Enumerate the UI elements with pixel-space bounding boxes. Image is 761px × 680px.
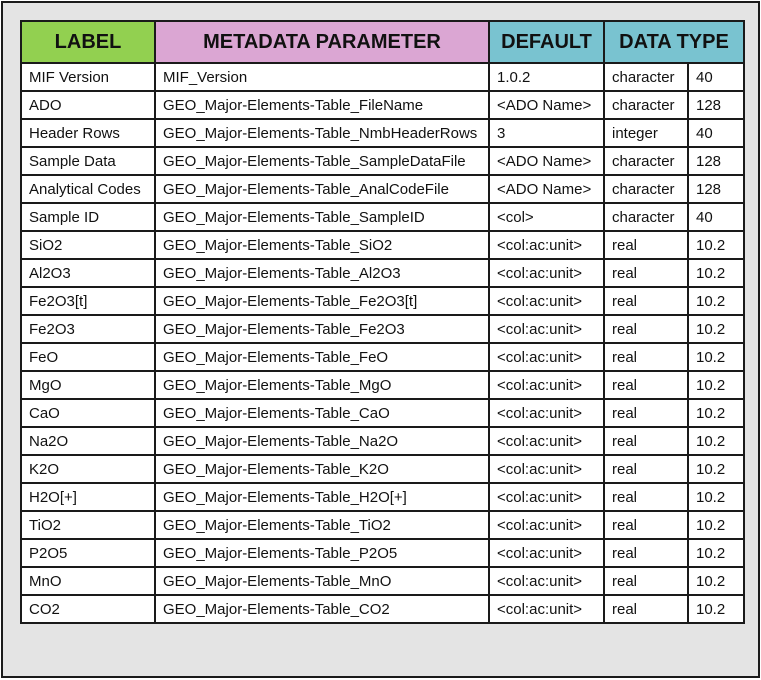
data-size-cell: 10.2 [688, 539, 744, 567]
label-cell: CO2 [21, 595, 155, 623]
parameter-cell: GEO_Major-Elements-Table_CO2 [155, 595, 489, 623]
data-size-cell: 10.2 [688, 595, 744, 623]
data-type-cell: real [604, 595, 688, 623]
data-size-cell: 10.2 [688, 315, 744, 343]
default-cell: <col:ac:unit> [489, 315, 604, 343]
data-type-cell: real [604, 315, 688, 343]
data-size-cell: 10.2 [688, 455, 744, 483]
label-cell: MgO [21, 371, 155, 399]
table-row [21, 371, 744, 399]
data-size-cell: 40 [688, 63, 744, 91]
table-row [21, 231, 744, 259]
data-size-cell: 10.2 [688, 231, 744, 259]
parameter-cell: GEO_Major-Elements-Table_MgO [155, 371, 489, 399]
default-cell: <col:ac:unit> [489, 371, 604, 399]
default-cell: <col:ac:unit> [489, 483, 604, 511]
data-type-cell: character [604, 91, 688, 119]
table-row [21, 427, 744, 455]
table-row [21, 511, 744, 539]
parameter-cell: GEO_Major-Elements-Table_AnalCodeFile [155, 175, 489, 203]
data-size-cell: 10.2 [688, 399, 744, 427]
table-row [21, 483, 744, 511]
metadata-parameter-column-header: METADATA PARAMETER [155, 21, 489, 63]
data-size-cell: 10.2 [688, 343, 744, 371]
label-cell: TiO2 [21, 511, 155, 539]
label-cell: SiO2 [21, 231, 155, 259]
table-body [21, 63, 744, 623]
data-size-cell: 40 [688, 203, 744, 231]
data-type-cell: character [604, 147, 688, 175]
metadata-table [20, 20, 745, 624]
default-cell: <col:ac:unit> [489, 539, 604, 567]
data-type-cell: real [604, 287, 688, 315]
data-size-cell: 10.2 [688, 287, 744, 315]
data-type-cell: real [604, 231, 688, 259]
data-size-cell: 10.2 [688, 371, 744, 399]
table-row [21, 315, 744, 343]
header-row [21, 21, 744, 63]
parameter-cell: GEO_Major-Elements-Table_K2O [155, 455, 489, 483]
parameter-cell: MIF_Version [155, 63, 489, 91]
label-cell: MnO [21, 567, 155, 595]
data-type-column-header: DATA TYPE [604, 21, 744, 63]
data-size-cell: 10.2 [688, 511, 744, 539]
parameter-cell: GEO_Major-Elements-Table_CaO [155, 399, 489, 427]
default-cell: <col:ac:unit> [489, 455, 604, 483]
label-cell: Header Rows [21, 119, 155, 147]
default-cell: <ADO Name> [489, 147, 604, 175]
data-size-cell: 40 [688, 119, 744, 147]
default-cell: <col:ac:unit> [489, 259, 604, 287]
data-type-cell: real [604, 539, 688, 567]
label-cell: MIF Version [21, 63, 155, 91]
data-type-cell: real [604, 567, 688, 595]
table-row [21, 91, 744, 119]
table-row [21, 539, 744, 567]
data-size-cell: 128 [688, 91, 744, 119]
label-cell: P2O5 [21, 539, 155, 567]
default-cell: <col:ac:unit> [489, 399, 604, 427]
parameter-cell: GEO_Major-Elements-Table_Na2O [155, 427, 489, 455]
default-cell: <col:ac:unit> [489, 595, 604, 623]
data-size-cell: 10.2 [688, 567, 744, 595]
parameter-cell: GEO_Major-Elements-Table_Al2O3 [155, 259, 489, 287]
default-cell: <ADO Name> [489, 91, 604, 119]
table-row [21, 147, 744, 175]
table-row [21, 175, 744, 203]
document-frame [1, 1, 760, 678]
data-type-cell: real [604, 399, 688, 427]
data-size-cell: 128 [688, 175, 744, 203]
label-cell: Fe2O3 [21, 315, 155, 343]
data-size-cell: 10.2 [688, 259, 744, 287]
table-row [21, 595, 744, 623]
parameter-cell: GEO_Major-Elements-Table_TiO2 [155, 511, 489, 539]
parameter-cell: GEO_Major-Elements-Table_FileName [155, 91, 489, 119]
parameter-cell: GEO_Major-Elements-Table_SampleDataFile [155, 147, 489, 175]
label-cell: Analytical Codes [21, 175, 155, 203]
table-row [21, 63, 744, 91]
label-cell: H2O[+] [21, 483, 155, 511]
data-type-cell: real [604, 427, 688, 455]
data-type-cell: character [604, 175, 688, 203]
table-row [21, 259, 744, 287]
label-cell: Na2O [21, 427, 155, 455]
data-size-cell: 10.2 [688, 427, 744, 455]
data-type-cell: real [604, 483, 688, 511]
label-cell: ADO [21, 91, 155, 119]
default-cell: <col> [489, 203, 604, 231]
parameter-cell: GEO_Major-Elements-Table_P2O5 [155, 539, 489, 567]
label-cell: CaO [21, 399, 155, 427]
table-row [21, 119, 744, 147]
parameter-cell: GEO_Major-Elements-Table_NmbHeaderRows [155, 119, 489, 147]
table-row [21, 203, 744, 231]
default-cell: <col:ac:unit> [489, 231, 604, 259]
label-cell: Al2O3 [21, 259, 155, 287]
table-row [21, 567, 744, 595]
data-type-cell: real [604, 259, 688, 287]
parameter-cell: GEO_Major-Elements-Table_FeO [155, 343, 489, 371]
parameter-cell: GEO_Major-Elements-Table_SiO2 [155, 231, 489, 259]
table-row [21, 455, 744, 483]
label-cell: Sample ID [21, 203, 155, 231]
table-row [21, 287, 744, 315]
parameter-cell: GEO_Major-Elements-Table_Fe2O3[t] [155, 287, 489, 315]
data-type-cell: real [604, 511, 688, 539]
table-row [21, 343, 744, 371]
label-cell: FeO [21, 343, 155, 371]
default-column-header: DEFAULT [489, 21, 604, 63]
label-column-header: LABEL [21, 21, 155, 63]
parameter-cell: GEO_Major-Elements-Table_SampleID [155, 203, 489, 231]
default-cell: <col:ac:unit> [489, 343, 604, 371]
data-type-cell: real [604, 455, 688, 483]
parameter-cell: GEO_Major-Elements-Table_MnO [155, 567, 489, 595]
data-type-cell: real [604, 343, 688, 371]
default-cell: <col:ac:unit> [489, 427, 604, 455]
label-cell: Fe2O3[t] [21, 287, 155, 315]
data-type-cell: character [604, 203, 688, 231]
default-cell: <col:ac:unit> [489, 567, 604, 595]
parameter-cell: GEO_Major-Elements-Table_H2O[+] [155, 483, 489, 511]
default-cell: <col:ac:unit> [489, 287, 604, 315]
data-type-cell: real [604, 371, 688, 399]
label-cell: K2O [21, 455, 155, 483]
label-cell: Sample Data [21, 147, 155, 175]
table-row [21, 399, 744, 427]
default-cell: <ADO Name> [489, 175, 604, 203]
data-size-cell: 10.2 [688, 483, 744, 511]
data-type-cell: character [604, 63, 688, 91]
default-cell: <col:ac:unit> [489, 511, 604, 539]
data-type-cell: integer [604, 119, 688, 147]
default-cell: 1.0.2 [489, 63, 604, 91]
data-size-cell: 128 [688, 147, 744, 175]
default-cell: 3 [489, 119, 604, 147]
parameter-cell: GEO_Major-Elements-Table_Fe2O3 [155, 315, 489, 343]
